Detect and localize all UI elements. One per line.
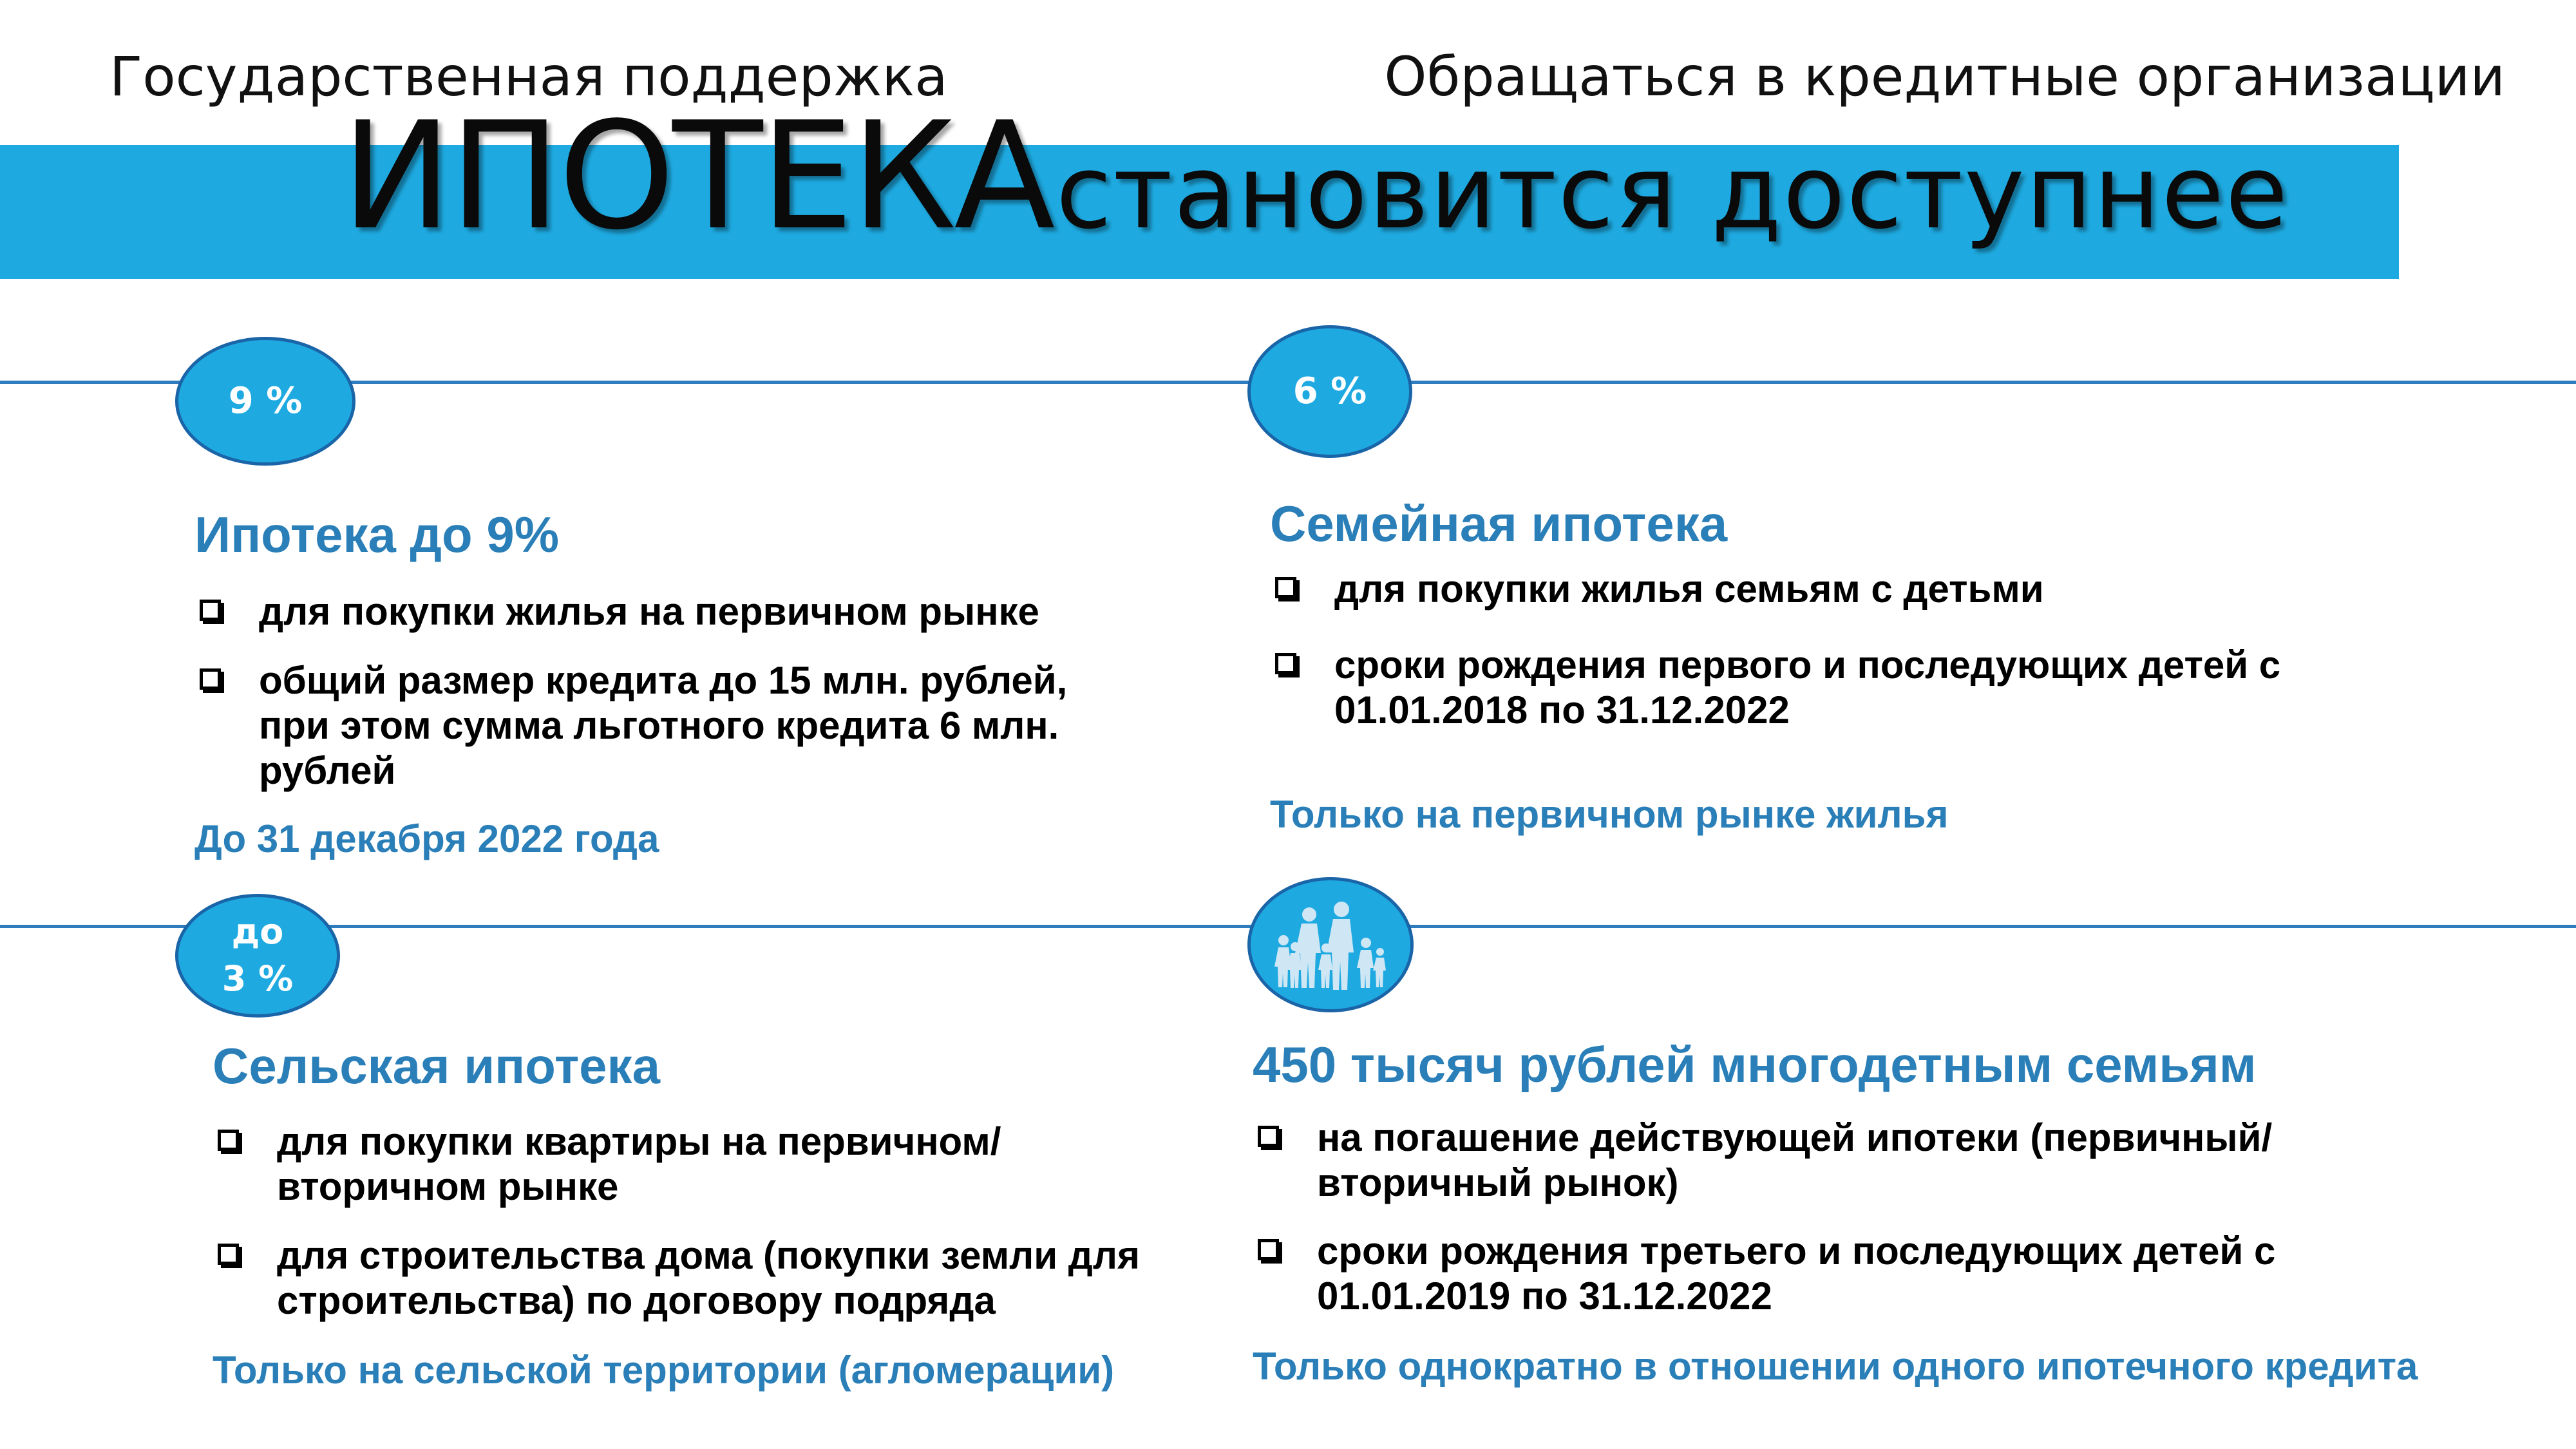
bullet-rural-1: для покупки квартиры на первичном/вторичном рынке: [218, 1119, 1119, 1209]
checkbox-bullet-icon: [200, 600, 221, 621]
page-title: [341, 91, 2289, 263]
bullet-mortgage9-2: общий размер кредита до 15 млн. рублей, при этом сумма льготного кредита 6 млн. рублей: [200, 658, 1146, 793]
badge-9-label: 9 %: [228, 380, 303, 422]
bullet-family-1: для покупки жилья семьям с детьми: [1275, 567, 2550, 612]
title-main: ИПОТЕКА: [341, 91, 1053, 263]
checkbox-bullet-icon: [218, 1130, 239, 1151]
checkbox-bullet-icon: [1275, 653, 1296, 674]
title-rest: становится доступнее: [1056, 133, 2289, 252]
note-mortgage9: До 31 декабря 2022 года: [194, 817, 659, 860]
heading-mortgage9: Ипотека до 9%: [194, 506, 560, 563]
heading-large-family: 450 тысяч рублей многодетным семьям: [1253, 1036, 2257, 1093]
checkbox-bullet-icon: [1258, 1126, 1279, 1147]
heading-family: Семейная ипотека: [1270, 495, 1728, 552]
bullet-rural-2: для строительства дома (покупки земли для строительства) по договору подряда: [218, 1233, 1222, 1323]
note-rural: Только на сельской территории (агломерации): [213, 1349, 1115, 1392]
badge-3-line2: 3 %: [222, 958, 294, 999]
family-icon: [1269, 896, 1392, 993]
header-right-label: Обращаться в кредитные организации: [1384, 45, 2505, 108]
badge-3-percent: [175, 894, 340, 1018]
heading-rural: Сельская ипотека: [213, 1037, 660, 1094]
badge-3-line1: до: [231, 911, 284, 952]
checkbox-bullet-icon: [1275, 577, 1296, 598]
note-large-family: Только однократно в отношении одного ипотечного кредита: [1253, 1345, 2418, 1388]
bullet-family-2: сроки рождения первого и последующих детей с 01.01.2018 по 31.12.2022: [1275, 643, 2370, 733]
badge-9-percent: [175, 337, 355, 466]
badge-6-percent: [1247, 325, 1412, 458]
bullet-large-family-1: на погашение действующей ипотеки (первичный/вторичный рынок): [1258, 1115, 2353, 1206]
header-left-label: Государственная поддержка: [109, 45, 948, 108]
badge-family: [1247, 877, 1414, 1012]
note-family: Только на первичном рынке жилья: [1270, 793, 1949, 836]
checkbox-bullet-icon: [200, 668, 221, 690]
bullet-large-family-2: сроки рождения третьего и последующих детей с 01.01.2019 по 31.12.2022: [1258, 1229, 2353, 1319]
badge-6-label: 6 %: [1293, 370, 1367, 413]
checkbox-bullet-icon: [218, 1244, 239, 1265]
checkbox-bullet-icon: [1258, 1239, 1279, 1260]
bullet-mortgage9-1: для покупки жилья на первичном рынке: [200, 589, 1166, 634]
